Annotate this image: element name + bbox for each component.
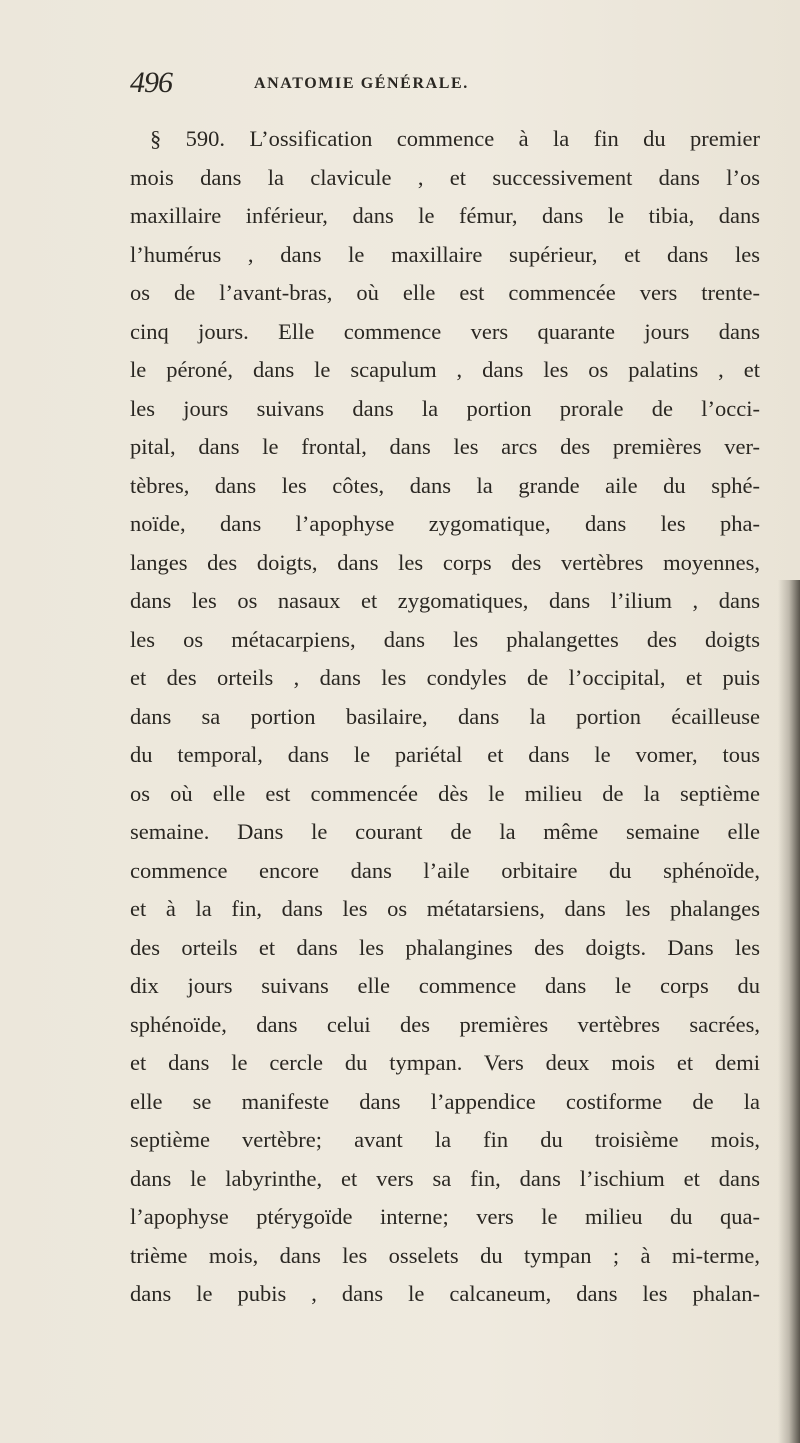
page-edge-shadow (778, 580, 800, 1443)
text-line: sphénoïde, dans celui des premières vertèbres sacrées, (130, 1011, 760, 1037)
page-header (130, 66, 690, 106)
text-line: tèbres, dans les côtes, dans la grande aile du sphé- (130, 472, 760, 498)
text-line: dans le labyrinthe, et vers sa fin, dans l’ischium et dans (130, 1165, 760, 1191)
text-line: dans sa portion basilaire, dans la portion écailleuse (130, 703, 760, 729)
text-line: § 590. L’ossification commence à la fin du premier (150, 126, 760, 151)
text-line: dix jours suivans elle commence dans le corps du (130, 973, 760, 998)
text-line: elle se manifeste dans l’appendice costiforme de la (130, 1088, 760, 1114)
text-line: et dans le cercle du tympan. Vers deux mois et demi (130, 1050, 760, 1075)
text-line: septième vertèbre; avant la fin du troisième mois, (130, 1127, 760, 1152)
text-line: les jours suivans dans la portion prorale de l’occi- (130, 395, 760, 421)
text-line: l’humérus , dans le maxillaire supérieur, et dans les (130, 241, 760, 267)
text-line: maxillaire inférieur, dans le fémur, dans le tibia, dans (130, 203, 760, 228)
text-line: mois dans la clavicule , et successivement dans l’os (130, 164, 760, 190)
running-head: ANATOMIE GÉNÉRALE. (254, 75, 469, 92)
text-line: trième mois, dans les osselets du tympan ; à mi-terme, (130, 1242, 760, 1268)
page-number: 496 (130, 66, 172, 99)
text-line: les os métacarpiens, dans les phalangettes des doigts (130, 626, 760, 652)
text-line: et des orteils , dans les condyles de l’occipital, et puis (130, 665, 760, 690)
text-line: pital, dans le frontal, dans les arcs des premières ver- (130, 434, 760, 459)
text-line: l’apophyse ptérygoïde interne; vers le milieu du qua- (130, 1204, 760, 1229)
text-line: os où elle est commencée dès le milieu de la septième (130, 780, 760, 806)
text-line: os de l’avant-bras, où elle est commencée vers trente- (130, 280, 760, 305)
body-paragraph (130, 120, 760, 1314)
text-line: des orteils et dans les phalangines des doigts. Dans les (130, 934, 760, 960)
text-line: le péroné, dans le scapulum , dans les os palatins , et (130, 357, 760, 382)
text-line: dans le pubis , dans le calcaneum, dans les phalan- (130, 1281, 760, 1306)
text-line: commence encore dans l’aile orbitaire du sphénoïde, (130, 857, 760, 883)
text-line: du temporal, dans le pariétal et dans le vomer, tous (130, 742, 760, 767)
text-line: cinq jours. Elle commence vers quarante jours dans (130, 318, 760, 344)
text-line: et à la fin, dans les os métatarsiens, dans les phalanges (130, 896, 760, 921)
text-line: dans les os nasaux et zygomatiques, dans l’ilium , dans (130, 588, 760, 613)
text-line: noïde, dans l’apophyse zygomatique, dans les pha- (130, 511, 760, 536)
text-line: langes des doigts, dans les corps des vertèbres moyennes, (130, 549, 760, 575)
text-line: semaine. Dans le courant de la même semaine elle (130, 819, 760, 844)
